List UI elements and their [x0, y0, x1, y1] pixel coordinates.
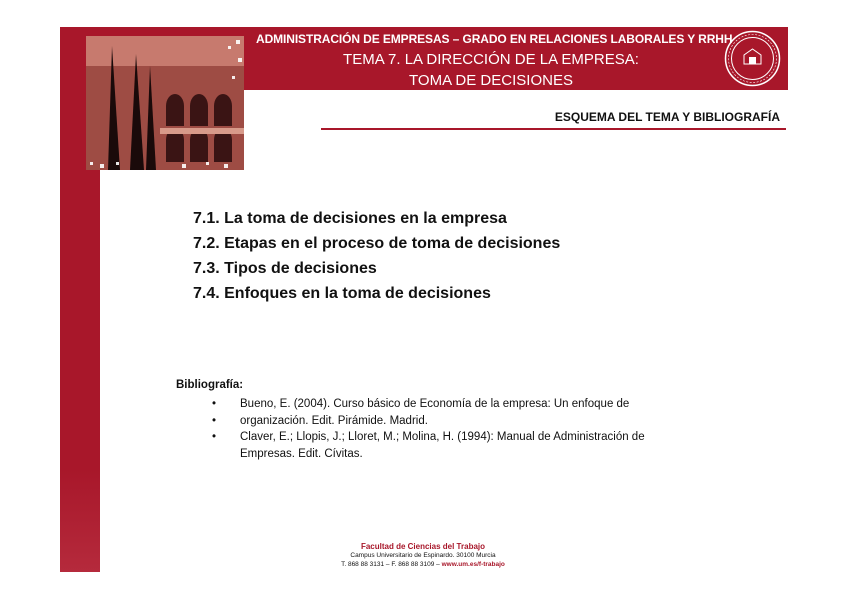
footer-website-link[interactable]: www.um.es/f-trabajo	[441, 561, 505, 568]
topic-item: 7.2. Etapas en el proceso de toma de decisiones	[193, 235, 561, 252]
footer-faculty: Facultad de Ciencias del Trabajo	[360, 542, 486, 551]
topic-item: 7.3. Tipos de decisiones	[193, 260, 377, 277]
bibliography-list	[212, 396, 732, 462]
building-photo	[86, 36, 244, 170]
section-divider	[321, 128, 786, 130]
footer-contact	[248, 561, 598, 568]
left-strip-fade	[60, 470, 100, 572]
bibliography-title: Bibliografía:	[176, 379, 244, 391]
footer-phone: T. 868 88 3131 – F. 868 88 3109 –	[341, 561, 442, 568]
section-title: ESQUEMA DEL TEMA Y BIBLIOGRAFÍA	[554, 110, 780, 124]
footer-address: Campus Universitario de Espinardo. 30100 Murcia	[350, 552, 496, 559]
topic-item: 7.4. Enfoques en la toma de decisiones	[193, 285, 491, 302]
bibliography-item: • Bueno, E. (2004). Curso básico de Economía de la empresa: Un enfoque de	[212, 396, 732, 413]
topic-list	[193, 206, 560, 306]
topic-subtitle: TOMA DE DECISIONES	[409, 72, 573, 89]
topic-item: 7.1. La toma de decisiones en la empresa	[193, 210, 507, 227]
university-seal-icon	[724, 30, 781, 87]
bibliography-item: • organización. Edit. Pirámide. Madrid.	[212, 413, 732, 430]
bibliography-item-continuation: Empresas. Edit. Cívitas.	[240, 447, 363, 460]
course-title: ADMINISTRACIÓN DE EMPRESAS – GRADO EN RELACIONES LABORALES Y RRHH	[256, 32, 733, 46]
topic-title: TEMA 7. LA DIRECCIÓN DE LA EMPRESA:	[343, 51, 639, 68]
bibliography-item: • Claver, E.; Llopis, J.; Lloret, M.; Molina, H. (1994): Manual de Administración de	[212, 429, 732, 446]
